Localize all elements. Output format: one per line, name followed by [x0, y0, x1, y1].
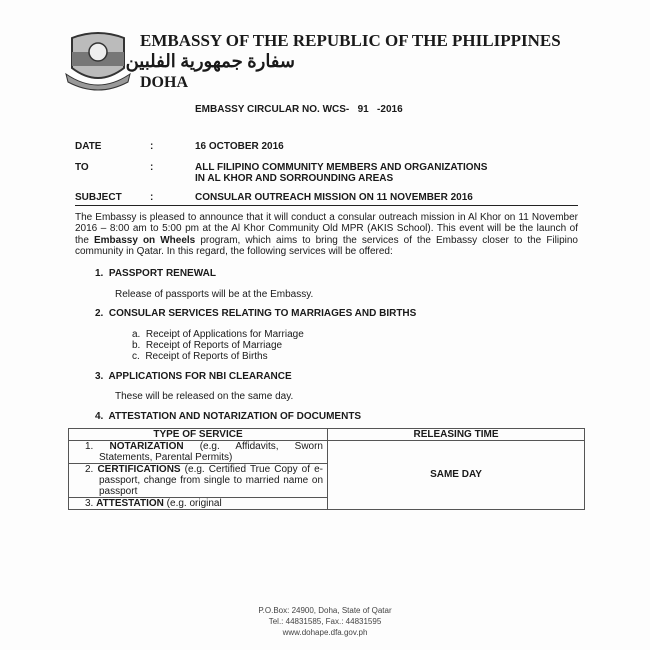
to-value-2: IN AL KHOR AND SORROUNDING AREAS [195, 173, 394, 184]
circular-number: EMBASSY CIRCULAR NO. WCS- 91 -2016 [195, 104, 403, 115]
service-desc: (e.g. Affidavits, Sworn Statements, Parental Permits) [99, 440, 323, 463]
column-header: RELEASING TIME [328, 428, 585, 440]
service-cell [69, 497, 328, 509]
section-4-title: 4. ATTESTATION AND NOTARIZATION OF DOCUMENTS [95, 410, 362, 422]
letter-body [75, 104, 578, 510]
separator: : [150, 162, 154, 173]
section-3-note: These will be released on the same day. [115, 390, 294, 402]
section-1-note: Release of passports will be at the Embassy. [115, 288, 314, 300]
separator: : [150, 192, 154, 203]
footer-phone: Tel.: 44831585, Fax.: 44831595 [268, 617, 382, 626]
column-header: TYPE OF SERVICE [69, 428, 328, 440]
city: DOHA [140, 74, 188, 91]
row-number: 1. [85, 440, 94, 452]
table-row [69, 440, 585, 463]
service-cell [69, 440, 328, 463]
date-label: DATE [75, 141, 102, 152]
section-2-item: c. Receipt of Reports of Births [132, 350, 268, 362]
embassy-name: EMBASSY OF THE REPUBLIC OF THE PHILIPPINES [140, 31, 561, 50]
section-2-item: b. Receipt of Reports of Marriage [132, 339, 283, 351]
intro-paragraph [75, 212, 578, 258]
intro-text-2: program, which aims to bring the services of the Embassy closer to the Filipino community in Qatar. In this regard, the following services will be offered: [75, 234, 578, 258]
intro-text: The Embassy is pleased to announce that it will conduct a consular outreach mission in Al Khor on 11 November 2016 – 8:00 am to 5:00 pm at the Al Khor Community Old MPR (AKIS School). This event will be the launch of the [75, 212, 578, 246]
subject-field [75, 192, 578, 206]
releasing-time: SAME DAY [328, 440, 585, 509]
subject-label: SUBJECT [75, 192, 122, 203]
to-value: ALL FILIPINO COMMUNITY MEMBERS AND ORGANIZATIONS [195, 162, 488, 173]
footer-website: www.dohape.dfa.gov.ph [282, 628, 368, 637]
service-desc: (e.g. original [163, 497, 222, 509]
date-value: 16 OCTOBER 2016 [195, 141, 284, 152]
row-number: 3. [85, 497, 94, 509]
service-name: ATTESTATION [96, 497, 164, 509]
footer-address: P.O.Box: 24900, Doha, State of Qatar [258, 606, 392, 615]
services-table [68, 428, 585, 510]
section-2-item: a. Receipt of Applications for Marriage [132, 328, 304, 340]
table-header-row [69, 428, 585, 440]
program-name: Embassy on Wheels [93, 234, 196, 246]
date-field [75, 141, 578, 152]
service-name: CERTIFICATIONS [97, 463, 181, 475]
footer [0, 605, 650, 638]
section-1-title: 1. PASSPORT RENEWAL [95, 267, 216, 279]
embassy-name-arabic: سفارة جمهورية الفلبين [125, 51, 295, 71]
row-number: 2. [85, 463, 94, 475]
separator: : [150, 141, 154, 152]
to-field [75, 162, 578, 184]
subject-value: CONSULAR OUTREACH MISSION ON 11 NOVEMBER 2016 [195, 192, 473, 203]
philippine-seal-icon [64, 30, 132, 92]
section-3-title: 3. APPLICATIONS FOR NBI CLEARANCE [95, 370, 292, 382]
to-label: TO [75, 162, 89, 173]
service-cell [69, 463, 328, 497]
service-desc: (e.g. Certified True Copy of e-passport, change from single to married name on passport [99, 463, 323, 497]
to-values [195, 162, 487, 184]
service-name: NOTARIZATION [109, 440, 184, 452]
section-2-title: 2. CONSULAR SERVICES RELATING TO MARRIAGES AND BIRTHS [95, 307, 417, 319]
